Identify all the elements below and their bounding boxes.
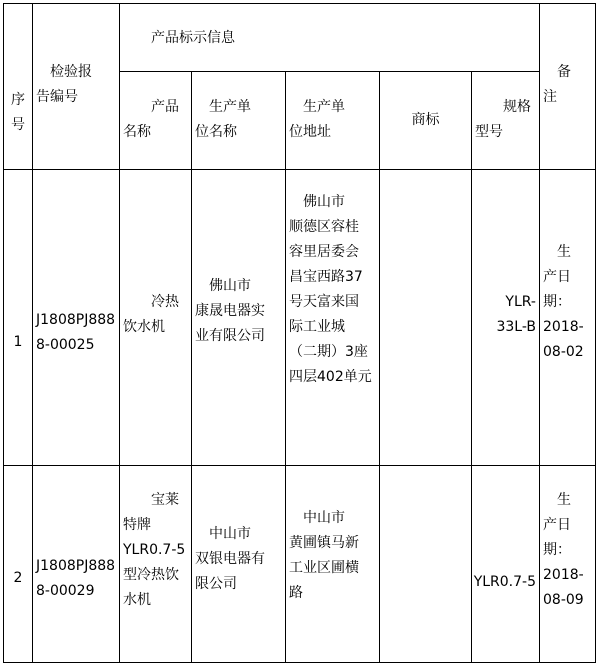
row-2-address-text: 中山市 黄圃镇马新 工业区圃横 路 — [289, 510, 359, 601]
row-2-seq-text: 2 — [13, 570, 23, 586]
header-product-info — [119, 3, 540, 72]
row-1-model-text: YLR- 33L-B — [496, 294, 536, 335]
header-address-text: 生产单 位地址 — [289, 99, 345, 140]
row-2-seq — [3, 465, 33, 663]
header-trademark-text: 商标 — [411, 112, 440, 128]
row-2-manufacturer — [191, 465, 286, 663]
header-product-name-text: 产品 名称 — [123, 99, 179, 140]
header-manufacturer — [191, 71, 286, 170]
row-1-model — [471, 169, 540, 466]
row-1-product-name-text: 冷热 饮水机 — [123, 294, 179, 335]
row-1-report-no-text: J1808PJ888 8-00025 — [36, 312, 116, 353]
row-2-remark — [539, 465, 596, 663]
row-2-product-name-text: 宝莱 特牌 YLR0.7-5 型冷热饮 水机 — [123, 492, 186, 608]
row-1-seq-text: 1 — [13, 334, 23, 350]
inspection-table — [3, 3, 596, 663]
row-2-model — [471, 465, 540, 663]
row-1-trademark — [379, 169, 472, 466]
row-1-manufacturer — [191, 169, 286, 466]
row-1-seq — [3, 169, 33, 466]
row-1-address-text: 佛山市 顺德区容桂 容里居委会 昌宝西路37 号天富来国 际工业城 （二期）3座 四层402单元 — [289, 194, 372, 385]
row-2-model-text: YLR0.7-5 — [473, 574, 536, 590]
row-1-manufacturer-text: 佛山市 康晟电器实 业有限公司 — [195, 278, 265, 344]
header-seq — [3, 3, 33, 170]
row-2-remark-text: 生 产日 期： 2018- 08-09 — [543, 492, 584, 608]
row-1-address — [285, 169, 380, 466]
header-product-info-text: 产品标示信息 — [123, 30, 235, 46]
row-2-address — [285, 465, 380, 663]
header-manufacturer-text: 生产单 位名称 — [195, 99, 251, 140]
header-remark — [539, 3, 596, 170]
row-2-manufacturer-text: 中山市 双银电器有 限公司 — [195, 526, 265, 592]
header-address — [285, 71, 380, 170]
row-1-remark-text: 生 产日 期： 2018- 08-02 — [543, 244, 584, 360]
row-2-report-no — [32, 465, 120, 663]
header-seq-text: 序 号 — [11, 92, 25, 133]
row-2-product-name — [119, 465, 192, 663]
row-1-report-no — [32, 169, 120, 466]
header-model — [471, 71, 540, 170]
header-report-no-text: 检验报 告编号 — [36, 64, 92, 105]
header-model-text: 规格 型号 — [475, 99, 531, 140]
row-2-trademark — [379, 465, 472, 663]
row-1-product-name — [119, 169, 192, 466]
row-1-remark — [539, 169, 596, 466]
header-trademark — [379, 71, 472, 170]
header-product-name — [119, 71, 192, 170]
header-report-no — [32, 3, 120, 170]
header-remark-text: 备 注 — [543, 64, 571, 105]
row-2-report-no-text: J1808PJ888 8-00029 — [36, 558, 116, 599]
